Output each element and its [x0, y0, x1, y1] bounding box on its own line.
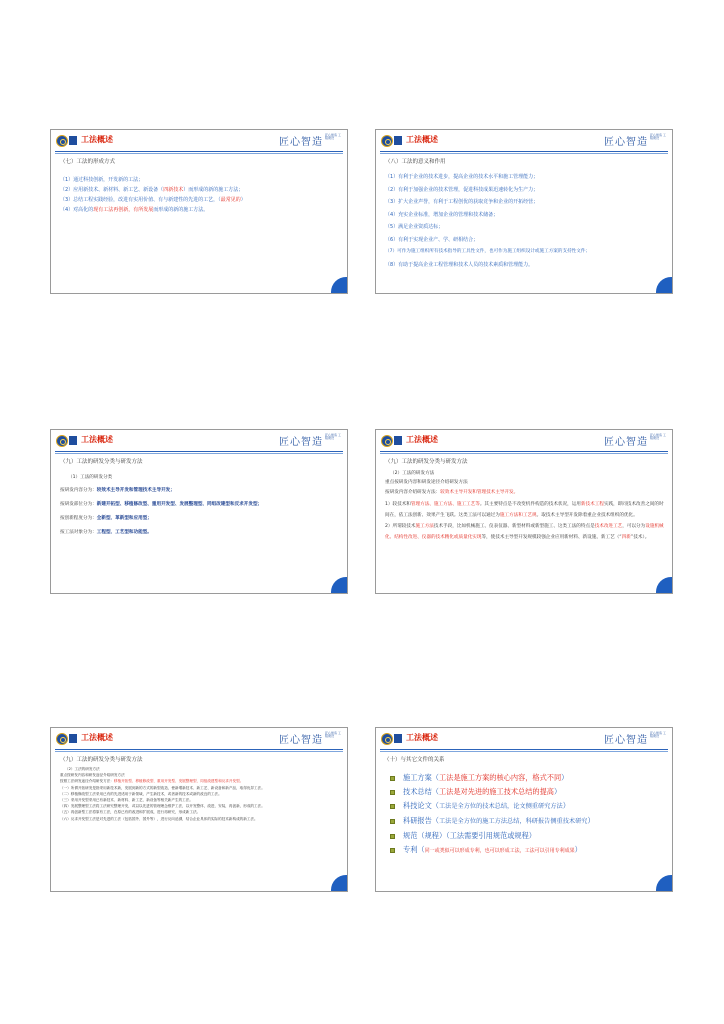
paragraph: 重点按研发内容和研发途径介绍研发方法 [60, 773, 125, 778]
section-heading: （八）工法的意义和作用 [385, 159, 446, 165]
slide-body [60, 157, 339, 215]
slide-title: 工法概述 [81, 135, 113, 144]
header-rule-secondary [380, 153, 668, 154]
header-rule-secondary [380, 751, 668, 752]
title-marker [394, 436, 402, 445]
badge-icon [56, 435, 68, 447]
slide-header [376, 728, 672, 750]
list-item: 专利（同一或类似可以形成专利，也可以形成工法，工法可以引用专利成果） [390, 843, 664, 858]
title-marker [69, 436, 77, 445]
slide-6 [375, 727, 673, 892]
header-rule [55, 451, 343, 452]
header-rule [380, 151, 668, 152]
badge-icon [381, 733, 393, 745]
paragraph: 重点按研发内容和研发途径介绍研发方法 [385, 480, 468, 485]
paragraph: （五）再创新型工法将原有工法，在原已有的改进和扩展成，进行再研究，形成新工法。 [60, 810, 201, 815]
badge-icon [381, 435, 393, 447]
corner-decoration [331, 277, 348, 294]
brand-logo: 匠心智造 [604, 137, 648, 148]
title-marker [394, 734, 402, 743]
brand-logo: 匠心智造 [604, 437, 648, 448]
list-item: （6）有利于实现企业产、学、研相结合； [385, 236, 479, 243]
slide-title: 工法概述 [81, 733, 113, 742]
paragraph: （六）反求开发型工法是对先进的工法（包括国外、国外等），进行反向追溯，结合企业具体的实际的技术新构成的新工法。 [60, 816, 258, 821]
corner-decoration [331, 875, 348, 892]
paragraph: （二）移植修改型工法采用已有的先进适用于新领域，产生新技术，或者新的技术或新的改良的工法。 [60, 791, 222, 796]
list-item: （2）应用新技术、新材料、新工艺、新设备（四新技术）而形成的新的施工方法； [60, 187, 244, 193]
list-item: （3）总结工程实践经验，改进有实用价值、有与新建性的先进的工艺，（最常见的） [60, 197, 246, 203]
corner-decoration [331, 577, 348, 594]
slide-3 [50, 429, 348, 594]
list-item: 技术总结（工法是对先进的施工技术总结的提高） [390, 785, 664, 799]
brand-subtext: 匠心智造 工程建设 [325, 433, 341, 440]
square-bullet-icon [390, 819, 395, 824]
slide-body [60, 457, 339, 540]
slide-2 [375, 129, 673, 294]
paragraph: 按创新程度分为：全新型、革新型和应用型； [60, 516, 152, 521]
brand-subtext: 匠心智造 工程建设 [325, 731, 341, 738]
header-rule-secondary [380, 453, 668, 454]
header-rule [55, 749, 343, 750]
subheading: （1）工法的研发分类 [68, 475, 113, 480]
corner-decoration [656, 875, 673, 892]
section-heading: （九）工法的研发分类与研发方法 [385, 459, 468, 465]
brand-logo: 匠心智造 [604, 735, 648, 746]
paragraph: 1）较技术和管理方法、施工方法、施工工艺等。其主要特点是不改变机件构造的技术状况，运用新技术工程实践，即同技术改善之间的时间在，依工法创新、效果产生飞跃。这类工法可以通过为施工方法和工艺规。取技术主导型开发除着重企业技术组织的优化。 [385, 502, 664, 518]
paragraph: （一）所谓开拓研发是指采用新技术新，发展到新的方式的新型改造，使新增新技术、新工艺、新设备和新产品，取得优异工法。 [60, 785, 265, 790]
slide-body [385, 457, 664, 543]
list-item: （4）充实企业标准，增加企业的管理和技术储备； [385, 211, 499, 218]
paragraph: 按研发内容分为：较效术主导开发和管理技术主导开发； [60, 488, 175, 493]
brand-subtext: 匠心智造 工程建设 [325, 133, 341, 140]
square-bullet-icon [390, 804, 395, 809]
list-item: （3）扩大企业声誉，有利于工程创优的获取竞争和企业的开拓经营； [385, 199, 539, 205]
header-rule [55, 151, 343, 152]
paragraph: （三）采用开发型采用已有新技术、新材料、新工艺、新设备等相关新产生的工法。 [60, 798, 193, 803]
section-heading: （九）工法的研发分类与研发方法 [60, 757, 143, 763]
badge-icon [381, 135, 393, 147]
list-item: （1）通过科技创新，开发新的工法； [60, 177, 144, 183]
list-item: （8）有助于提高企业工程管理和技术人员的技术素质和管理能力。 [385, 261, 534, 268]
header-rule-secondary [55, 453, 343, 454]
header-rule-secondary [55, 751, 343, 752]
slide-5 [50, 727, 348, 892]
corner-decoration [656, 277, 673, 294]
header-rule-secondary [55, 153, 343, 154]
brand-logo: 匠心智造 [279, 437, 323, 448]
section-heading: （十）与其它文件的关系 [384, 757, 445, 763]
slide-header [376, 430, 672, 452]
paragraph: 按研发内容介绍研发方法：较效术主导开发和管理技术主导开发。 [385, 490, 519, 495]
slide-header [51, 130, 347, 152]
square-bullet-icon [390, 776, 395, 781]
slide-title: 工法概述 [81, 435, 113, 444]
header-rule [380, 451, 668, 452]
paragraph: 按研发部位分为：新建开拓型、移植修改型、重用开发型、发展整理型、同组改建型和反求开发型； [60, 502, 263, 507]
title-marker [69, 136, 77, 145]
slide-title: 工法概述 [406, 435, 438, 444]
list-item: 科技论文（工法是全方位的技术总结，论文侧重研究方法） [390, 799, 664, 814]
slide-title: 工法概述 [406, 733, 438, 742]
list-item: （4）对高化的现有工法再创新，有所发展而形成的新的施工方法。 [60, 207, 209, 213]
badge-icon [56, 135, 68, 147]
paragraph: 按照工法研发途径介绍研发方法：移植开拓型、移植修改型、重用开发型、发展整理型、同组改建型和反求开发型。 [60, 779, 244, 784]
slide-header [51, 430, 347, 452]
badge-icon [56, 733, 68, 745]
square-bullet-icon [390, 834, 395, 839]
list-item: 施工方案（工法是施工方案的核心内容，格式不同） [390, 771, 664, 785]
slide-body [60, 755, 339, 822]
slide-1 [50, 129, 348, 294]
brand-subtext: 匠心智造 工程建设 [650, 731, 666, 738]
slide-header [51, 728, 347, 750]
title-marker [69, 734, 77, 743]
brand-subtext: 匠心智造 工程建设 [650, 133, 666, 140]
header-rule [380, 749, 668, 750]
section-heading: （九）工法的研发分类与研发方法 [60, 459, 143, 465]
list-item: 科研报告（工法是全方位的施工方法总结，科研报告侧重技术研究） [390, 814, 664, 829]
square-bullet-icon [390, 790, 395, 795]
brand-subtext: 匠心智造 工程建设 [650, 433, 666, 440]
paragraph: 按工法对象分为：工程型、工艺型和功能型。 [60, 530, 152, 535]
slide-title: 工法概述 [406, 135, 438, 144]
slide-4 [375, 429, 673, 594]
brand-logo: 匠心智造 [279, 735, 323, 746]
section-heading: （七）工法的形成方式 [60, 159, 116, 165]
slide-body [385, 157, 664, 271]
paragraph: （四）发展整理型工法将工法研究整理开发，或以以先进的管理理念维护工法，以开发整体，改进，安装，再创新，形成的工法。 [60, 804, 265, 809]
list-item: （7）可作为施工组织所有技术指导的工具性文件，也可作为施工组织设计或施工方案的支持性文件； [385, 249, 591, 254]
square-bullet-icon [390, 848, 395, 853]
brand-logo: 匠心智造 [279, 137, 323, 148]
corner-decoration [656, 577, 673, 594]
slide-header [376, 130, 672, 152]
list-item: （5）满足企业资质达标； [385, 224, 444, 230]
title-marker [394, 136, 402, 145]
list-item: （2）有利于加强企业的技术管理，促进科技成果迅速转化为生产力； [385, 186, 539, 193]
list-item: （1）有利于企业的技术进步，提高企业的技术水平和施工管理能力； [385, 174, 539, 180]
paragraph: 2）所谓较技术施工方法技术手段，比如机械施工、仪表仪器、新型材料或新型施工、这类工法的特点是技术改进工艺，可以分为设施机械化、结构性改进、仪器的技术精化或质量化实现等，使技术主导型开发规模较强企业应用新材料、新设施、新工艺（“四新”技术）。 [385, 524, 664, 540]
list-item: 规范（规程）（工法需要引用规范或规程） [390, 829, 664, 843]
subheading: （2）工法的研发方法 [390, 471, 435, 476]
slide-body [384, 755, 664, 858]
subheading: （2）工法的研发方法 [65, 767, 100, 771]
